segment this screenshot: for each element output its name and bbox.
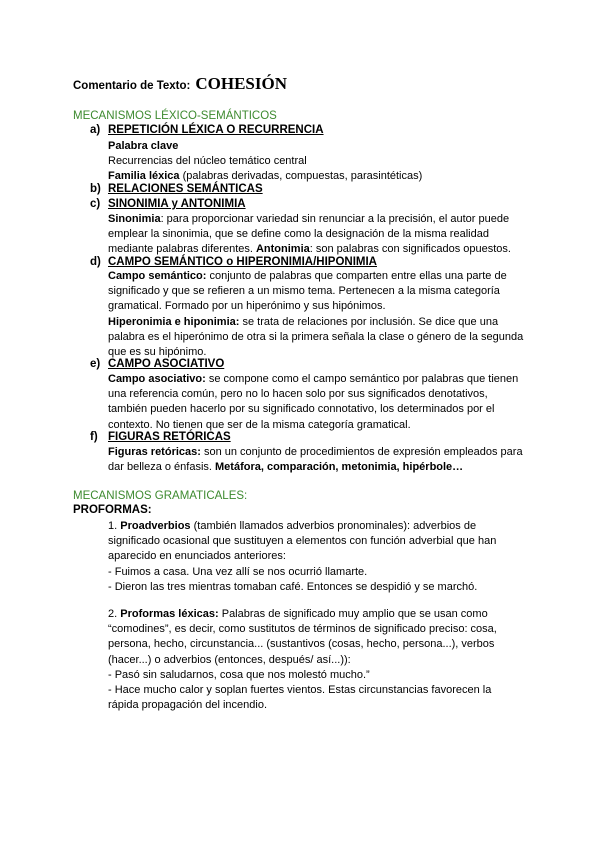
list-item-e: [90, 358, 224, 370]
item-d-body: [108, 269, 528, 360]
text-line: rápida propagación del incendio.: [108, 699, 268, 712]
text-line: Figuras retóricas: son un conjunto de procedimientos de expresión empleados para: [108, 446, 523, 458]
list-marker: d): [90, 256, 101, 268]
section-heading-grammatical: MECANISMOS GRAMATICALES:: [73, 490, 248, 502]
list-item-f: [90, 431, 231, 443]
list-item-heading: RELACIONES SEMÁNTICAS: [108, 183, 263, 195]
document-title: [73, 74, 287, 94]
list-item-heading: REPETICIÓN LÉXICA O RECURRENCIA: [108, 124, 324, 136]
text-line: - Hace mucho calor y soplan fuertes vientos. Estas circunstancias favorecen la: [108, 684, 492, 697]
text-line: persona, hecho, circunstancia... (sustantivos (cosas, hecho, persona...), verbos: [108, 638, 495, 651]
list-item-heading: SINONIMIA y ANTONIMIA: [108, 198, 246, 210]
text-line: Hiperonimia e hiponimia: se trata de relaciones por inclusión. Se dice que una: [108, 315, 499, 328]
text-line: aparecido en enunciados anteriores:: [108, 550, 286, 563]
text-line: Recurrencias del núcleo temático central: [108, 155, 307, 168]
text-line: que es su hipónimo.: [108, 346, 207, 359]
item-c-body: [108, 212, 528, 258]
text-line: significado ocasional que sustituyen a elementos con función adverbial que han: [108, 535, 497, 548]
list-marker: c): [90, 198, 101, 210]
text-line: significado y que se refieren a un mismo tema. Pertenecen a la misma categoría: [108, 285, 500, 298]
list-item-a: [90, 124, 324, 136]
list-item-heading: FIGURAS RETÓRICAS: [108, 431, 231, 443]
text-line: contexto. No tienen que ser de la misma categoría gramatical.: [108, 418, 411, 431]
proformas-lexicas-paragraph: [108, 607, 528, 713]
list-item-c: [90, 198, 246, 210]
proadverbios-paragraph: [108, 519, 528, 595]
text-line: - Pasó sin saludarnos, cosa que nos molestó mucho.”: [108, 668, 370, 681]
title-label: Comentario de Texto:: [73, 80, 191, 92]
list-marker: a): [90, 124, 101, 136]
text-line: dar belleza o énfasis. Metáfora, comparación, metonimia, hipérbole…: [108, 461, 464, 474]
text-line: Sinonimia: para proporcionar variedad sin renunciar a la precisión, el autor puede: [108, 213, 510, 225]
list-marker: f): [90, 431, 98, 443]
list-item-b: [90, 183, 263, 195]
text-line: Palabra clave: [108, 140, 179, 152]
text-line: - Fuimos a casa. Una vez allí se nos ocurrió llamarte.: [108, 565, 368, 578]
item-a-body: [108, 139, 528, 185]
proformas-heading: PROFORMAS:: [73, 504, 152, 516]
item-f-body: [108, 445, 528, 475]
text-line: emplear la sinonimia, que se define como la designación de la misma realidad: [108, 228, 489, 241]
list-marker: b): [90, 183, 101, 195]
text-line: (hacer...) o adverbios (entonces, después/ así...)):: [108, 653, 351, 666]
section-heading-lexical: MECANISMOS LÉXICO-SEMÁNTICOS: [73, 110, 277, 122]
list-item-heading: CAMPO SEMÁNTICO o HIPERONIMIA/HIPONIMIA: [108, 256, 377, 268]
item-e-body: [108, 372, 528, 433]
text-line: mediante palabras diferentes. Antonimia: son palabras con significados opuestos.: [108, 243, 511, 256]
text-line: - Dieron las tres mientras tomaban café. Entonces se despidió y se marchó.: [108, 580, 478, 593]
text-line: “comodines”, es decir, como sustitutos de términos de significado preciso: cosa,: [108, 623, 497, 636]
text-line: también pueden hacerlo por su significado connotativo, los determinados por el: [108, 403, 495, 416]
text-line: Campo asociativo: se compone como el campo semántico por palabras que tienen: [108, 373, 519, 385]
text-line: 2. Proformas léxicas: Palabras de significado muy amplio que se usan como: [108, 608, 488, 620]
text-line: palabra es el hiperónimo de otra si la primera señala la clase o género de la segunda: [108, 330, 524, 343]
list-item-d: [90, 256, 377, 268]
text-line: Campo semántico: conjunto de palabras que comparten entre ellas una parte de: [108, 270, 507, 282]
text-line: 1. Proadverbios (también llamados adverbios pronominales): adverbios de: [108, 520, 477, 532]
title-topic: COHESIÓN: [195, 74, 287, 93]
list-item-heading: CAMPO ASOCIATIVO: [108, 358, 225, 370]
text-line: gramatical. Formado por un hiperónimo y sus hipónimos.: [108, 300, 386, 313]
text-line: una referencia común, pero no lo hacen solo por sus significados denotativos,: [108, 388, 488, 401]
list-marker: e): [90, 358, 101, 370]
text-line: Familia léxica (palabras derivadas, compuestas, parasintéticas): [108, 170, 423, 183]
